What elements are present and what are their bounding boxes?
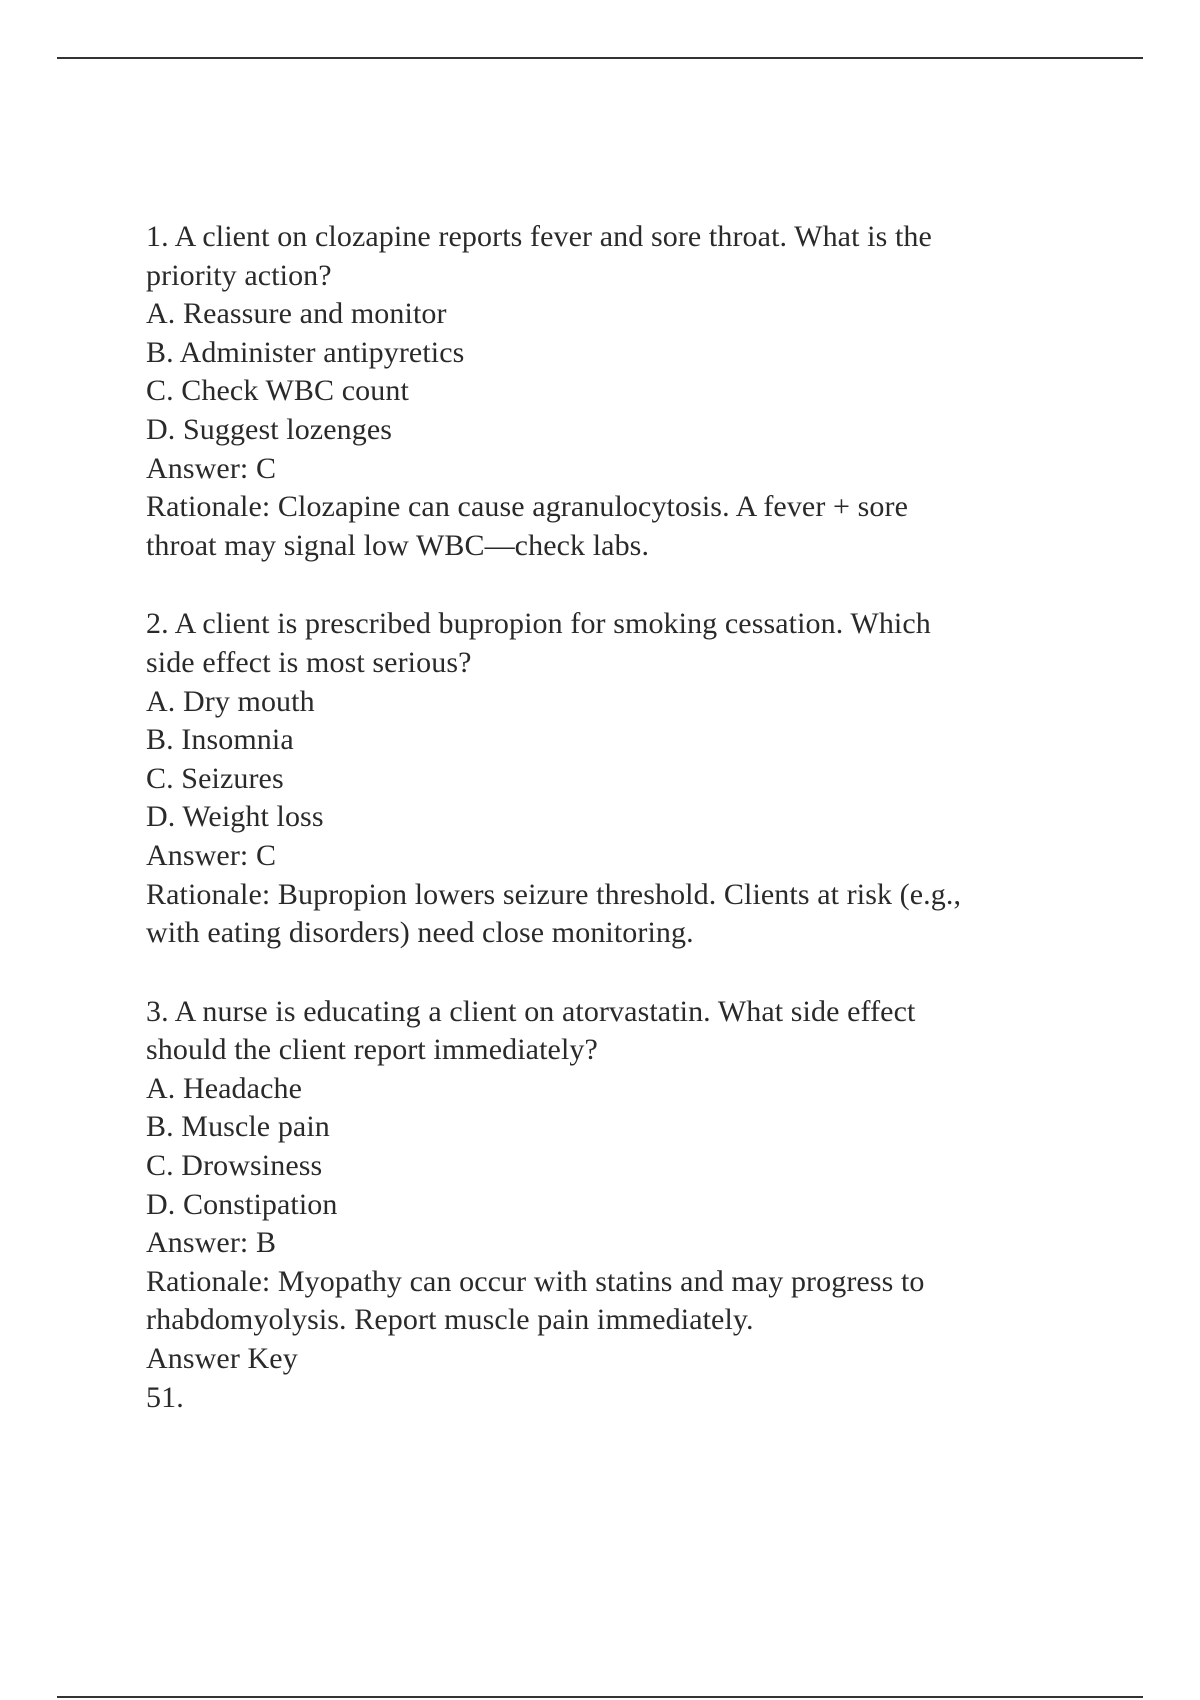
stem-line: side effect is most serious?: [146, 645, 472, 679]
answer-line: Answer: B: [146, 1226, 277, 1260]
option-a: A. Dry mouth: [146, 684, 315, 718]
answer-key-heading: Answer Key: [146, 1342, 298, 1376]
question-1: [146, 218, 1046, 565]
option-b: B. Administer antipyretics: [146, 335, 465, 369]
option-b: B. Muscle pain: [146, 1110, 330, 1144]
rationale-line: rhabdomyolysis. Report muscle pain immediately.: [146, 1303, 754, 1337]
rationale-line: Rationale: Clozapine can cause agranulocytosis. A fever + sore: [146, 490, 909, 524]
option-d: D. Weight loss: [146, 800, 324, 834]
rationale: [146, 488, 1046, 565]
stem-line: 1. A client on clozapine reports fever and sore throat. What is the: [146, 220, 932, 253]
question-3: [146, 993, 1046, 1418]
option-a: A. Reassure and monitor: [146, 297, 447, 331]
footer-rule: [57, 1696, 1143, 1698]
answer-key-number: 51.: [146, 1380, 184, 1414]
stem-line: priority action?: [146, 258, 332, 292]
option-b: B. Insomnia: [146, 723, 294, 757]
rationale-line: throat may signal low WBC—check labs.: [146, 528, 650, 562]
question-2: [146, 605, 1046, 952]
rationale-line: with eating disorders) need close monitoring.: [146, 916, 694, 950]
option-d: D. Constipation: [146, 1187, 338, 1221]
document-body: [146, 218, 1046, 1417]
header-rule: [57, 57, 1143, 59]
question-stem: [146, 993, 1046, 1070]
question-stem: [146, 605, 1046, 682]
stem-line: should the client report immediately?: [146, 1033, 598, 1067]
stem-line: 2. A client is prescribed bupropion for smoking cessation. Which: [146, 607, 931, 641]
rationale-line: Rationale: Myopathy can occur with statins and may progress to: [146, 1264, 925, 1298]
stem-line: 3. A nurse is educating a client on atorvastatin. What side effect: [146, 994, 916, 1028]
option-d: D. Suggest lozenges: [146, 412, 393, 446]
rationale: [146, 1263, 1046, 1340]
option-a: A. Headache: [146, 1071, 303, 1105]
option-c: C. Check WBC count: [146, 374, 409, 408]
question-stem: [146, 218, 1046, 295]
option-c: C. Seizures: [146, 761, 284, 795]
answer-line: Answer: C: [146, 838, 277, 872]
rationale: [146, 876, 1046, 953]
answer-line: Answer: C: [146, 451, 277, 485]
rationale-line: Rationale: Bupropion lowers seizure threshold. Clients at risk (e.g.,: [146, 877, 962, 911]
option-c: C. Drowsiness: [146, 1149, 323, 1183]
